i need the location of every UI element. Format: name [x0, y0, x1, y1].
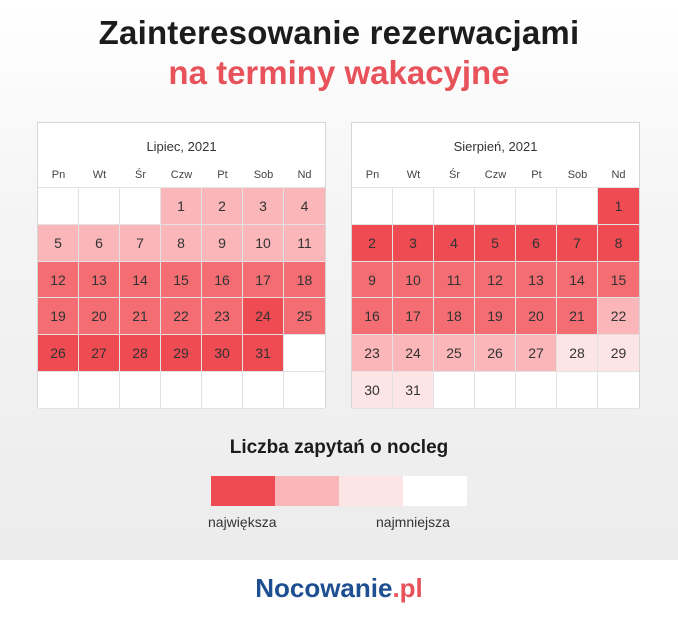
calendar-day-cell: 23 — [352, 335, 393, 372]
weekday-label: Czw — [484, 169, 507, 181]
weekday-label: Nd — [297, 169, 312, 181]
calendar-day-cell: 19 — [475, 298, 516, 335]
calendar-day-cell: 18 — [284, 262, 325, 299]
calendar-day-cell: 27 — [79, 335, 120, 372]
calendar-empty-cell — [516, 372, 557, 409]
calendar-day-cell: 15 — [598, 262, 639, 299]
brand-name: Nocowanie — [255, 573, 393, 603]
calendar-empty-cell — [202, 372, 243, 409]
calendar-empty-cell — [557, 188, 598, 225]
calendar-empty-cell — [243, 372, 284, 409]
calendar-day-cell: 3 — [393, 225, 434, 262]
calendar-day-cell: 1 — [161, 188, 202, 225]
calendar-empty-cell — [161, 372, 202, 409]
calendar-day-cell: 28 — [557, 335, 598, 372]
calendar-day-cell: 29 — [161, 335, 202, 372]
calendar-day-cell: 4 — [284, 188, 325, 225]
legend-swatch — [403, 476, 467, 506]
calendar-day-cell: 7 — [557, 225, 598, 262]
calendar-day-cell: 19 — [38, 298, 79, 335]
calendar-day-cell: 22 — [161, 298, 202, 335]
calendar-empty-cell — [393, 188, 434, 225]
brand-tld: .pl — [392, 573, 423, 603]
calendar-month-title: Sierpień, 2021 — [453, 139, 538, 154]
calendar-day-cell: 12 — [475, 262, 516, 299]
calendar-day-cell: 22 — [598, 298, 639, 335]
weekday-header — [352, 169, 639, 185]
calendar-day-cell: 14 — [120, 262, 161, 299]
calendar-empty-cell — [434, 372, 475, 409]
calendar-month-title: Lipiec, 2021 — [146, 139, 217, 154]
calendar-august — [351, 122, 640, 408]
calendar-empty-cell — [79, 188, 120, 225]
calendar-day-cell: 24 — [243, 298, 284, 335]
calendar-day-cell: 18 — [434, 298, 475, 335]
calendar-day-cell: 9 — [352, 262, 393, 299]
title-line-2: na terminy wakacyjne — [168, 54, 510, 91]
calendar-day-cell: 31 — [393, 372, 434, 409]
calendar-day-cell: 14 — [557, 262, 598, 299]
weekday-label: Sob — [567, 169, 588, 181]
calendar-day-cell: 31 — [243, 335, 284, 372]
weekday-header — [38, 169, 325, 185]
calendar-day-cell: 23 — [202, 298, 243, 335]
calendar-empty-cell — [516, 188, 557, 225]
legend-swatch — [211, 476, 275, 506]
calendar-day-cell: 11 — [434, 262, 475, 299]
calendar-day-cell: 6 — [516, 225, 557, 262]
weekday-label: Wt — [406, 169, 421, 181]
weekday-label: Śr — [449, 169, 460, 181]
weekday-label: Sob — [253, 169, 274, 181]
calendar-empty-cell — [475, 188, 516, 225]
calendar-day-cell: 7 — [120, 225, 161, 262]
calendar-day-cell: 1 — [598, 188, 639, 225]
calendar-empty-cell — [79, 372, 120, 409]
calendar-empty-cell — [284, 335, 325, 372]
legend-color-scale — [211, 476, 467, 506]
calendar-day-cell: 8 — [161, 225, 202, 262]
calendar-day-cell: 5 — [38, 225, 79, 262]
legend-swatch — [339, 476, 403, 506]
calendar-empty-cell — [475, 372, 516, 409]
weekday-label: Nd — [611, 169, 626, 181]
calendar-day-cell: 6 — [79, 225, 120, 262]
weekday-label: Pt — [217, 169, 228, 181]
calendar-day-cell: 30 — [352, 372, 393, 409]
calendar-day-cell: 25 — [434, 335, 475, 372]
calendar-day-cell: 13 — [79, 262, 120, 299]
calendar-empty-cell — [557, 372, 598, 409]
legend-title: Liczba zapytań o nocleg — [229, 437, 449, 458]
weekday-label: Wt — [92, 169, 107, 181]
weekday-label: Śr — [135, 169, 146, 181]
calendar-day-cell: 12 — [38, 262, 79, 299]
calendar-day-cell: 21 — [120, 298, 161, 335]
title-line-1: Zainteresowanie rezerwacjami — [98, 14, 580, 51]
calendar-day-cell: 28 — [120, 335, 161, 372]
calendar-grid — [38, 187, 325, 409]
calendar-day-cell: 20 — [516, 298, 557, 335]
calendar-day-cell: 8 — [598, 225, 639, 262]
calendar-empty-cell — [284, 372, 325, 409]
calendar-empty-cell — [434, 188, 475, 225]
calendar-day-cell: 24 — [393, 335, 434, 372]
calendar-day-cell: 16 — [352, 298, 393, 335]
calendar-empty-cell — [120, 188, 161, 225]
calendar-day-cell: 2 — [352, 225, 393, 262]
calendar-day-cell: 25 — [284, 298, 325, 335]
legend-swatch — [275, 476, 339, 506]
calendar-day-cell: 21 — [557, 298, 598, 335]
calendar-empty-cell — [38, 188, 79, 225]
calendar-day-cell: 27 — [516, 335, 557, 372]
calendar-grid — [352, 187, 639, 409]
calendar-day-cell: 20 — [79, 298, 120, 335]
calendar-day-cell: 16 — [202, 262, 243, 299]
calendar-day-cell: 2 — [202, 188, 243, 225]
legend-label-min: najmniejsza — [376, 514, 450, 530]
calendar-july — [37, 122, 326, 408]
calendar-empty-cell — [38, 372, 79, 409]
calendar-empty-cell — [352, 188, 393, 225]
calendar-empty-cell — [120, 372, 161, 409]
calendar-day-cell: 30 — [202, 335, 243, 372]
calendar-day-cell: 15 — [161, 262, 202, 299]
weekday-label: Czw — [170, 169, 193, 181]
calendar-day-cell: 10 — [393, 262, 434, 299]
calendar-day-cell: 5 — [475, 225, 516, 262]
calendar-day-cell: 26 — [38, 335, 79, 372]
calendar-day-cell: 10 — [243, 225, 284, 262]
brand-logo — [0, 573, 678, 604]
calendar-empty-cell — [598, 372, 639, 409]
calendar-day-cell: 29 — [598, 335, 639, 372]
calendar-day-cell: 17 — [393, 298, 434, 335]
calendar-day-cell: 26 — [475, 335, 516, 372]
calendar-day-cell: 4 — [434, 225, 475, 262]
weekday-label: Pt — [531, 169, 542, 181]
calendar-day-cell: 3 — [243, 188, 284, 225]
calendar-day-cell: 17 — [243, 262, 284, 299]
calendar-day-cell: 13 — [516, 262, 557, 299]
legend-label-max: największa — [208, 514, 277, 530]
weekday-label: Pn — [51, 169, 66, 181]
calendar-day-cell: 11 — [284, 225, 325, 262]
weekday-label: Pn — [365, 169, 380, 181]
calendar-day-cell: 9 — [202, 225, 243, 262]
